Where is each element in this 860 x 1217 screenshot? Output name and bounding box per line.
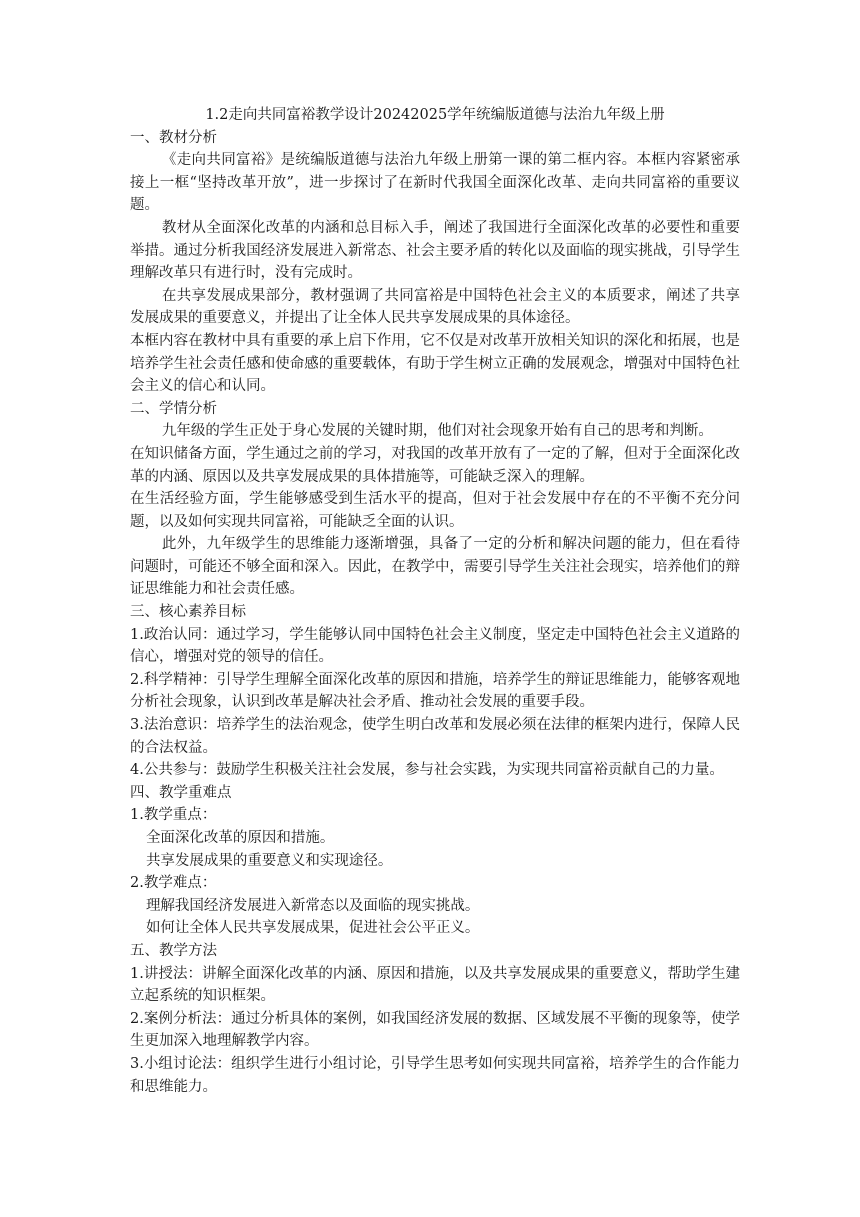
section-heading-textbook-analysis: 一、教材分析 [130,129,217,146]
list-item: 3.法治意识：培养学生的法治观念，使学生明白改革和发展必须在法律的框架内进行，保障人民的合法权益。 [130,717,740,756]
list-item: 2.科学精神：引导学生理解全面深化改革的原因和措施，培养学生的辩证思维能力，能够客观地分析社会现象，认识到改革是解决社会矛盾、推动社会发展的重要手段。 [130,671,740,711]
list-item: 如何让全体人民共享发展成果，促进社会公平正义。 [145,920,480,937]
list-item: 共享发展成果的重要意义和实现途径。 [145,852,393,869]
paragraph: 在生活经验方面，学生能够感受到生活水平的提高，但对于社会发展中存在的不平衡不充分问题，以及如何实现共同富裕，可能缺乏全面的认识。 [130,491,740,530]
paragraph: 此外，九年级学生的思维能力逐渐增强，具备了一定的分析和解决问题的能力，但在看待问题时，可能还不够全面和深入。因此，在教学中，需要引导学生关注社会现实，培养他们的辩证思维能力和社会责任感。 [130,536,740,598]
paragraph: 教材从全面深化改革的内涵和总目标入手，阐述了我国进行全面深化改革的必要性和重要举措。通过分析我国经济发展进入新常态、社会主要矛盾的转化以及面临的现实挑战，引导学生理解改革只有进行时，没有完成时。 [130,219,740,282]
list-item: 4.公共参与：鼓励学生积极关注社会发展，参与社会实践，为实现共同富裕贡献自己的力量。 [130,762,724,779]
sub-heading: 2.教学难点： [130,875,217,892]
document-page [130,104,740,1098]
paragraph: 在知识储备方面，学生通过之前的学习，对我国的改革开放有了一定的了解，但对于全面深化改革的内涵、原因以及共享发展成果的具体措施等，可能缺乏深入的理解。 [130,445,740,485]
paragraph: 《走向共同富裕》是统编版道德与法治九年级上册第一课的第二框内容。本框内容紧密承接上一框“坚持改革开放”，进一步探讨了在新时代我国全面深化改革、走向共同富裕的重要议题。 [130,152,740,214]
section-heading-student-analysis: 二、学情分析 [130,400,217,417]
list-item: 理解我国经济发展进入新常态以及面临的现实挑战。 [145,897,480,914]
section-heading-teaching-methods: 五、教学方法 [130,942,217,959]
paragraph: 在共享发展成果部分，教材强调了共同富裕是中国特色社会主义的本质要求，阐述了共享发展成果的重要意义，并提出了让全体人民共享发展成果的具体途径。 [130,287,740,327]
section-heading-core-goals: 三、核心素养目标 [130,604,246,621]
list-item: 1.讲授法：讲解全面深化改革的内涵、原因和措施，以及共享发展成果的重要意义，帮助学生建立起系统的知识框架。 [130,965,740,1005]
list-item: 1.政治认同：通过学习，学生能够认同中国特色社会主义制度，坚定走中国特色社会主义道路的信心，增强对党的领导的信任。 [130,626,740,666]
sub-heading: 1.教学重点： [130,807,217,824]
paragraph: 本框内容在教材中具有重要的承上启下作用，它不仅是对改革开放相关知识的深化和拓展，也是培养学生社会责任感和使命感的重要载体，有助于学生树立正确的发展观念，增强对中国特色社会主义的信心和认同。 [130,332,740,395]
paragraph: 九年级的学生正处于身心发展的关键时期，他们对社会现象开始有自己的思考和判断。 [161,423,713,440]
section-heading-key-points: 四、教学重难点 [130,784,232,801]
list-item: 全面深化改革的原因和措施。 [145,830,335,846]
document-title: 1.2走向共同富裕教学设计20242025学年统编版道德与法治九年级上册 [205,107,665,123]
list-item: 3.小组讨论法：组织学生进行小组讨论，引导学生思考如何实现共同富裕，培养学生的合作能力和思维能力。 [130,1055,740,1095]
list-item: 2.案例分析法：通过分析具体的案例，如我国经济发展的数据、区域发展不平衡的现象等，使学生更加深入地理解教学内容。 [130,1010,740,1050]
